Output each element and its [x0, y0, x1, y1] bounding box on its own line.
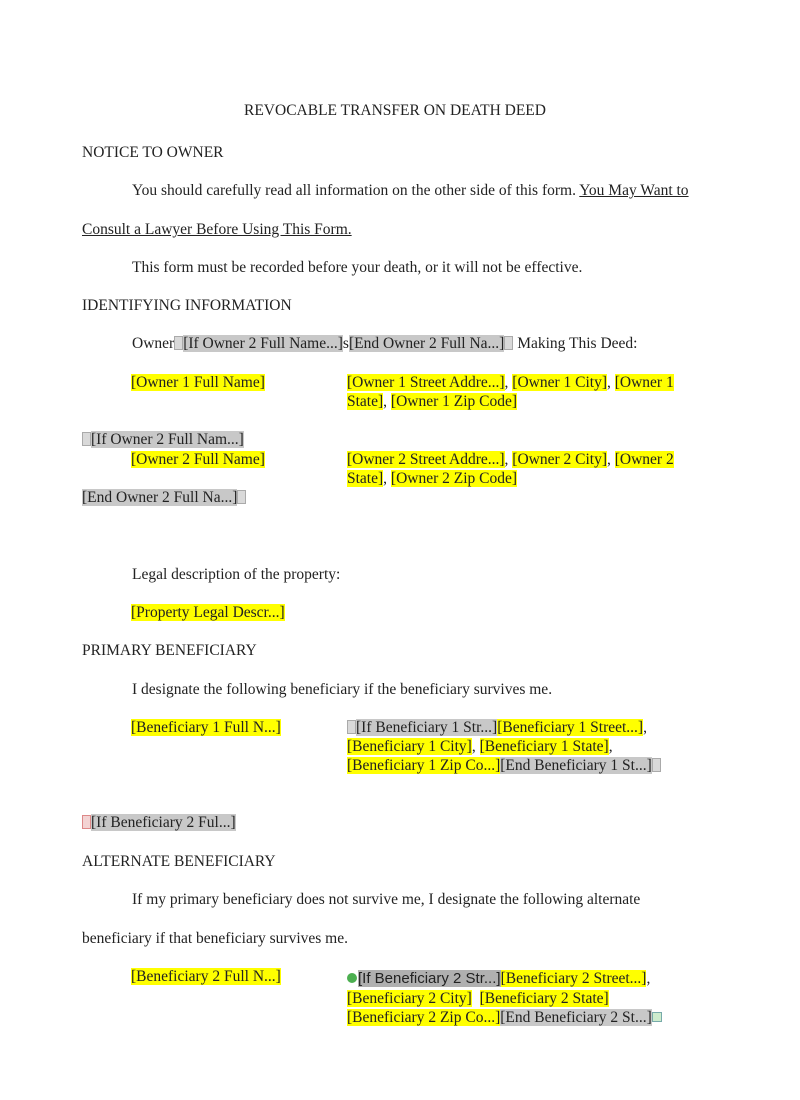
beneficiary1-address-line2	[347, 737, 613, 756]
comma: ,	[607, 374, 611, 391]
beneficiary1-name[interactable]: [Beneficiary 1 Full N...]	[131, 719, 281, 736]
if-owner2-start-field[interactable]: [If Owner 2 Full Nam...]	[91, 431, 244, 448]
alternate-intro-line2: beneficiary if that beneficiary survives me.	[82, 930, 348, 947]
field-marker-icon	[347, 720, 356, 734]
beneficiary1-zip-field[interactable]: [Beneficiary 1 Zip Co...]	[347, 757, 501, 774]
owner2-address-line2	[347, 469, 517, 488]
field-marker-icon	[82, 815, 91, 829]
owner2-street-field[interactable]: [Owner 2 Street Addre...]	[347, 451, 505, 468]
if-beneficiary2-block-start	[82, 813, 236, 832]
alternate-intro-line1: If my primary beneficiary does not survive me, I designate the following alternate	[132, 891, 641, 908]
owner2-name-field[interactable]	[131, 450, 265, 469]
end-owner2-block-field[interactable]: [End Owner 2 Full Na...]	[82, 489, 238, 506]
legal-description-value[interactable]: [Property Legal Descr...]	[131, 604, 285, 621]
notice-text: You should carefully read all information on the other side of this form.	[132, 182, 576, 199]
legal-description-field[interactable]	[131, 603, 285, 622]
beneficiary1-address-line1	[347, 718, 647, 737]
field-marker-icon	[237, 490, 246, 504]
end-beneficiary2-street-field[interactable]: [End Beneficiary 2 St...]	[500, 1009, 652, 1026]
beneficiary2-city-field[interactable]: [Beneficiary 2 City]	[347, 990, 472, 1007]
field-marker-icon	[174, 336, 183, 350]
identifying-heading: IDENTIFYING INFORMATION	[82, 297, 292, 314]
owner1-zip-field[interactable]: [Owner 1 Zip Code]	[390, 393, 518, 410]
owner-label: Owner	[132, 335, 175, 352]
comma: ,	[383, 470, 388, 487]
beneficiary2-name[interactable]: [Beneficiary 2 Full N...]	[131, 968, 281, 985]
if-owner2-block-start	[82, 430, 244, 449]
document-title: REVOCABLE TRANSFER ON DEATH DEED	[244, 102, 546, 119]
making-deed-label: Making This Deed:	[517, 335, 638, 352]
comma: ,	[471, 738, 476, 755]
beneficiary2-zip-field[interactable]: [Beneficiary 2 Zip Co...]	[347, 1009, 501, 1026]
comma: ,	[607, 451, 611, 468]
owner1-state-field[interactable]: [Owner 1	[614, 374, 674, 391]
owner-making-deed-line	[132, 334, 637, 353]
comma: ,	[608, 738, 613, 755]
owner2-address-line1	[347, 450, 674, 469]
if-owner2-field[interactable]: [If Owner 2 Full Name...]	[183, 335, 343, 352]
field-marker-icon	[504, 336, 513, 350]
end-owner2-field[interactable]: [End Owner 2 Full Na...]	[348, 335, 505, 352]
owner1-address-line1	[347, 373, 674, 392]
owner1-address-line2	[347, 392, 517, 411]
beneficiary1-state-field[interactable]: [Beneficiary 1 State]	[479, 738, 609, 755]
owner1-city-field[interactable]: [Owner 1 City]	[512, 374, 607, 391]
if-owner2-block-end	[82, 488, 246, 507]
legal-description-label: Legal description of the property:	[132, 566, 341, 583]
comma: ,	[504, 451, 509, 468]
beneficiary2-address-line2	[347, 989, 609, 1008]
beneficiary2-name-field[interactable]	[131, 967, 281, 986]
comma: ,	[504, 374, 509, 391]
beneficiary1-address-line3	[347, 756, 661, 775]
end-beneficiary1-street-field[interactable]: [End Beneficiary 1 St...]	[500, 757, 652, 774]
owner2-zip-field[interactable]: [Owner 2 Zip Code]	[390, 470, 518, 487]
field-marker-icon	[652, 758, 661, 772]
beneficiary2-state-field[interactable]: [Beneficiary 2 State]	[479, 990, 609, 1007]
notice-paragraph-2: This form must be recorded before your death, or it will not be effective.	[132, 259, 583, 276]
beneficiary2-street-field[interactable]: [Beneficiary 2 Street...]	[500, 970, 647, 987]
beneficiary2-address-line3	[347, 1008, 662, 1027]
owner1-state-field-cont[interactable]: State]	[347, 393, 384, 410]
owner1-street-field[interactable]: [Owner 1 Street Addre...]	[347, 374, 505, 391]
field-marker-icon	[82, 432, 91, 446]
if-beneficiary2-field[interactable]: [If Beneficiary 2 Ful...]	[91, 814, 236, 831]
if-beneficiary1-street-field[interactable]: [If Beneficiary 1 Str...]	[356, 719, 498, 736]
owner2-name[interactable]: [Owner 2 Full Name]	[131, 451, 265, 468]
owner1-name-field[interactable]	[131, 373, 265, 392]
owner2-state-field-cont[interactable]: State]	[347, 470, 384, 487]
beneficiary2-address-line1	[347, 969, 650, 988]
field-marker-icon	[652, 1012, 662, 1022]
comma: ,	[383, 393, 388, 410]
owner1-name[interactable]: [Owner 1 Full Name]	[131, 374, 265, 391]
lawyer-link-part-2[interactable]: Consult a Lawyer Before Using This Form.	[82, 221, 352, 238]
cursor-dot-icon	[347, 973, 357, 983]
beneficiary1-name-field[interactable]	[131, 718, 281, 737]
owner2-city-field[interactable]: [Owner 2 City]	[512, 451, 607, 468]
owner2-state-field[interactable]: [Owner 2	[614, 451, 674, 468]
primary-beneficiary-intro: I designate the following beneficiary if the beneficiary survives me.	[132, 681, 553, 698]
beneficiary1-city-field[interactable]: [Beneficiary 1 City]	[347, 738, 472, 755]
comma: ,	[643, 719, 647, 736]
if-beneficiary2-street-field[interactable]: [If Beneficiary 2 Str...]	[358, 970, 501, 987]
comma: ,	[646, 970, 651, 987]
plural-s: s	[342, 335, 349, 352]
notice-heading: NOTICE TO OWNER	[82, 144, 224, 161]
lawyer-link-part-1[interactable]: You May Want to	[579, 182, 689, 199]
beneficiary1-street-field[interactable]: [Beneficiary 1 Street...]	[497, 719, 644, 736]
notice-paragraph-1	[132, 181, 689, 200]
primary-beneficiary-heading: PRIMARY BENEFICIARY	[82, 642, 257, 659]
alternate-beneficiary-heading: ALTERNATE BENEFICIARY	[82, 853, 276, 870]
